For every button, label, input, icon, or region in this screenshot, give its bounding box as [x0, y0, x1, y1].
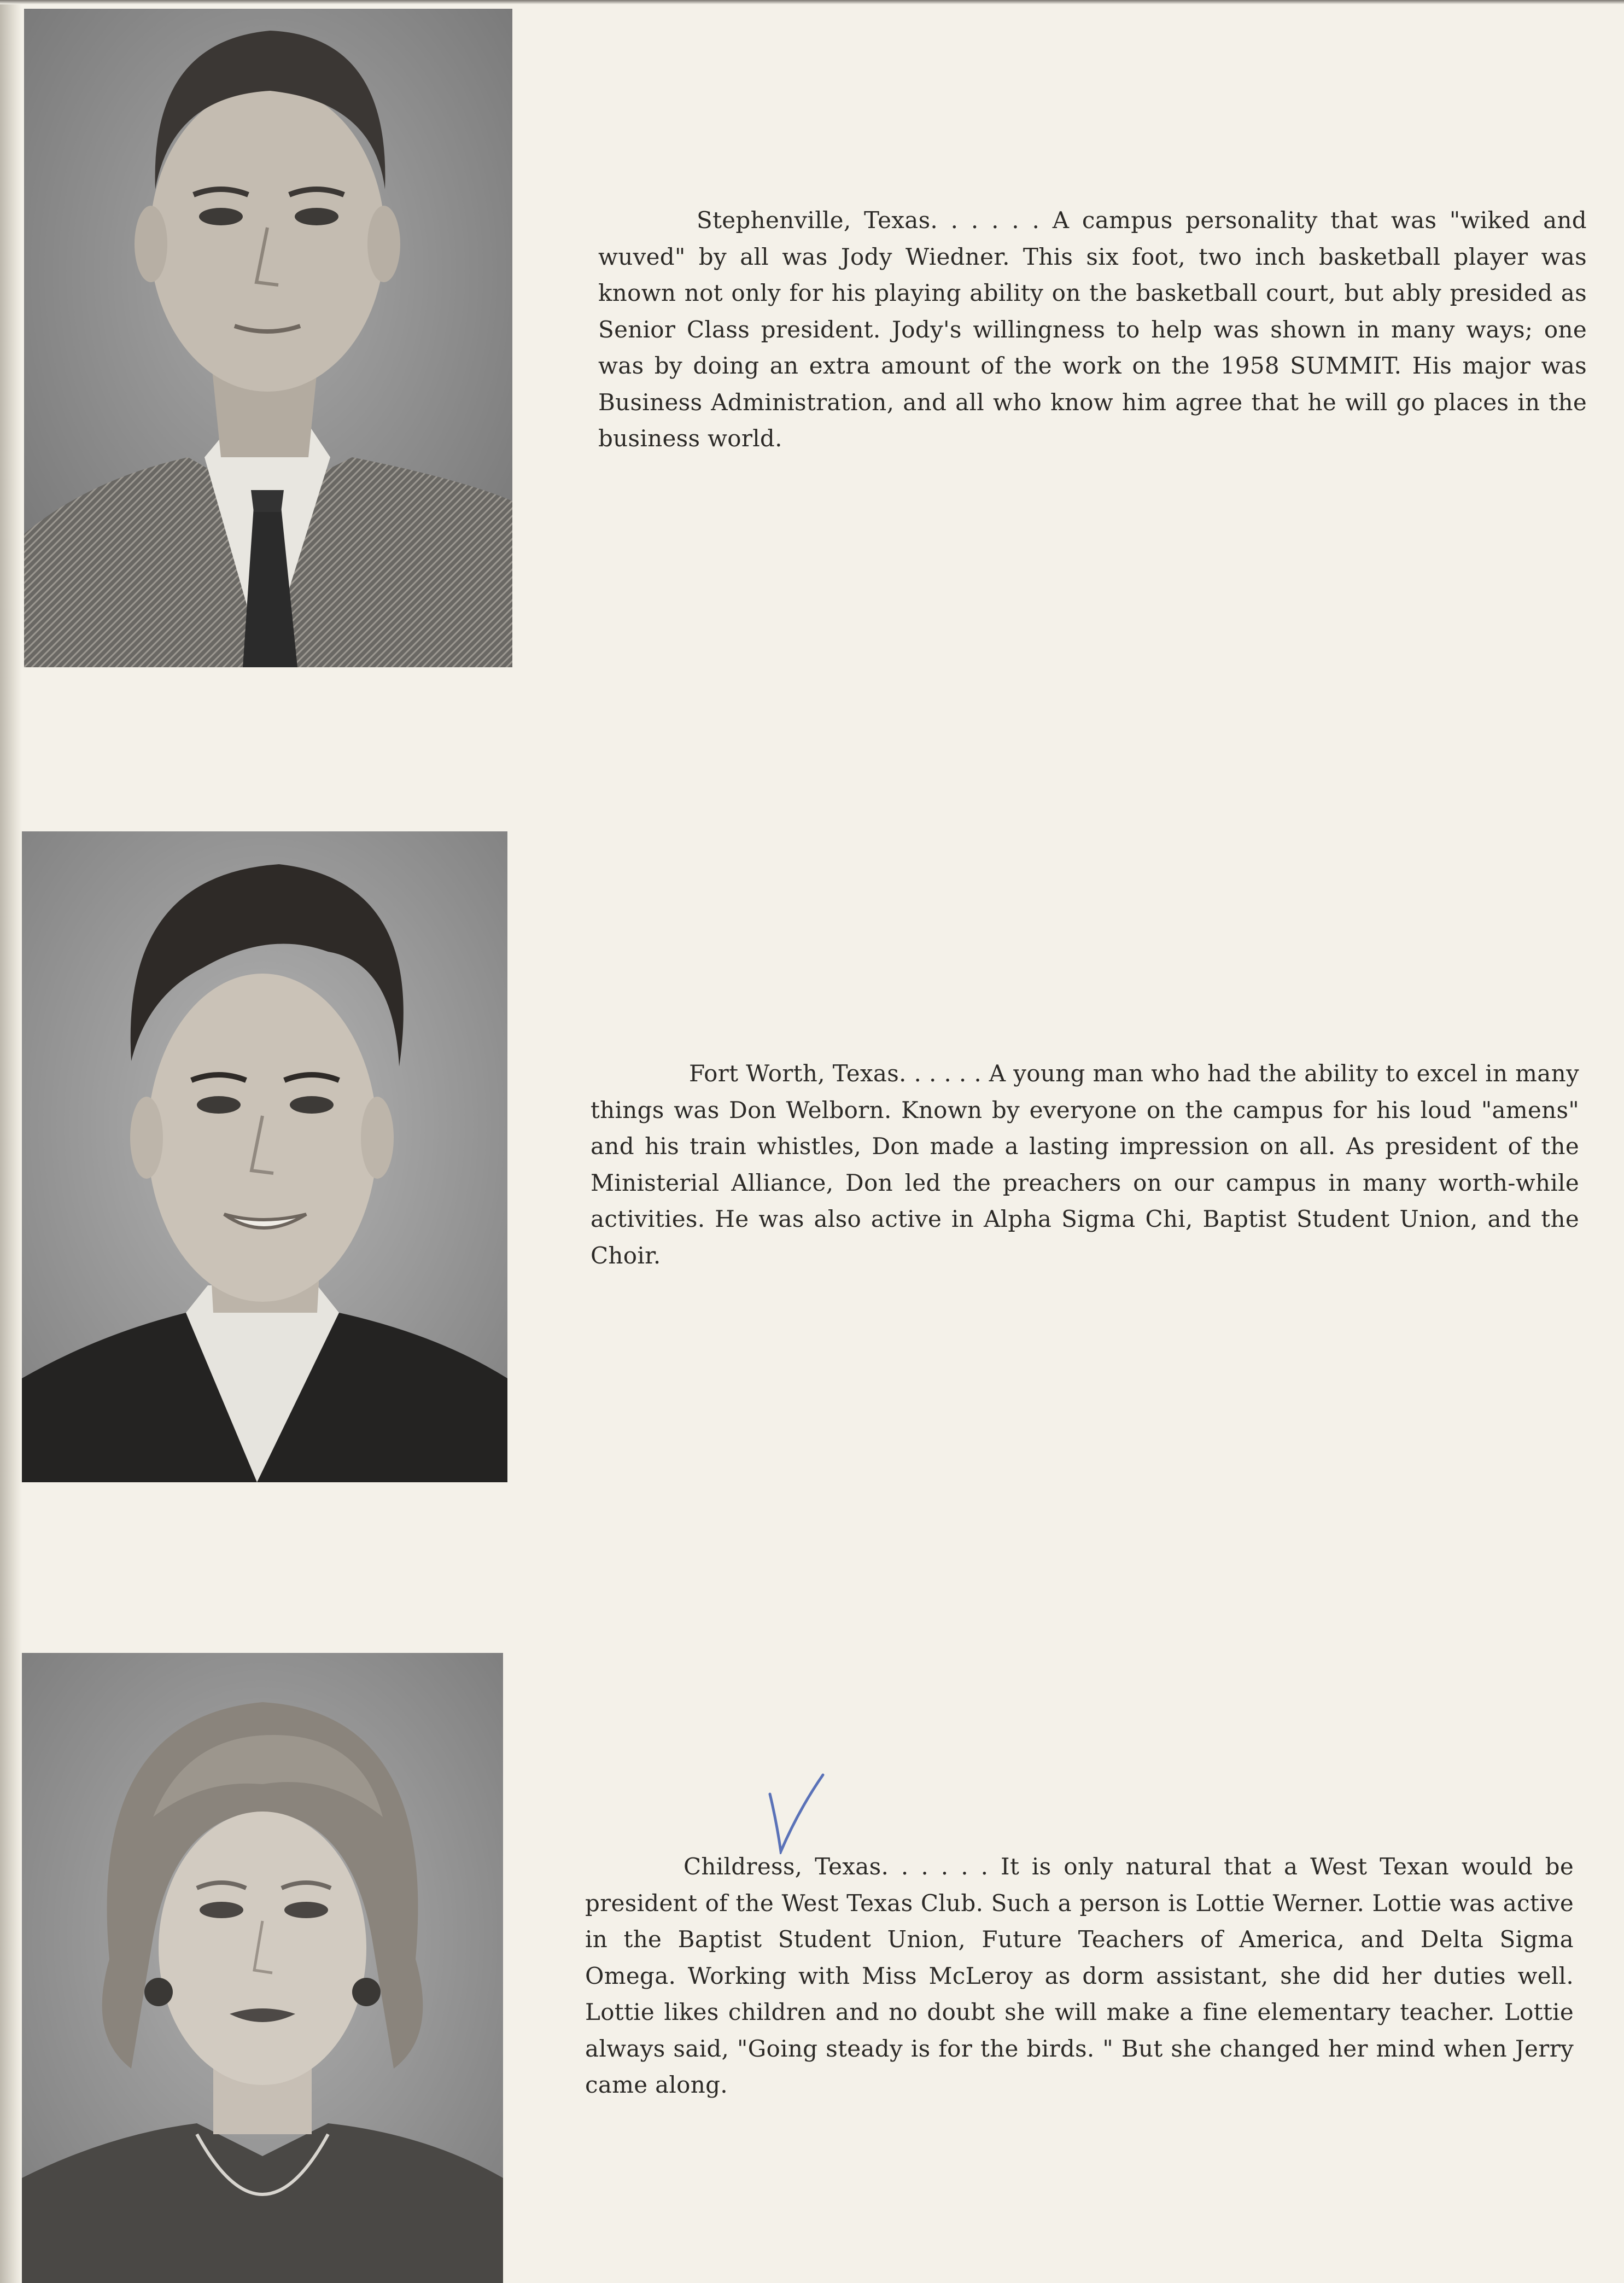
portrait-photo-2: [22, 831, 507, 1482]
portrait-photo-3: [22, 1653, 503, 2283]
pen-checkmark-icon: [766, 1772, 826, 1854]
page-top-edge: [0, 0, 1624, 4]
bio-text-2: Fort Worth, Texas. . . . . . A young man who had the ability to excel in many things was Don Welborn. Known by everyone on the campus for his loud "amens" and his train whistles, Don made a lasting impression on all. As president of the Ministerial Alliance, Don led the preachers on our campus in many worth-while activities. He was also active in Alpha Sigma Chi, Baptist Student Union, and the Choir.: [591, 1060, 1579, 1269]
portrait-woman-icon: [22, 1653, 503, 2283]
portrait-man-tweed-icon: [24, 9, 512, 667]
bio-text-1: Stephenville, Texas. . . . . . A campus personality that was "wiked and wuved" by all was Jody Wiedner. This six foot, two inch basketball player was known not only for his playing ability on the basketball court, but ably presided as Senior Class president. Jody's willingness to help was shown in many ways; one was by doing an extra amount of the work on the 1958 SUMMIT. His major was Business Administration, and all who know him agree that he will go places in the business world.: [598, 207, 1587, 452]
page-binding-edge: [0, 0, 22, 2283]
portrait-man-suit-icon: [22, 831, 507, 1482]
bio-text-3: Childress, Texas. . . . . . It is only natural that a West Texan would be president of the West Texas Club. Such a person is Lottie Werner. Lottie was active in the Baptist Student Union, Future Teachers of America, and Delta Sigma Omega. Working with Miss McLeroy as dorm assistant, she did her duties well. Lottie likes children and no doubt she will make a fine elementary teacher. Lottie always said, "Going steady is for the birds. " But she changed her mind when Jerry came along.: [585, 1853, 1574, 2098]
portrait-photo-1: [24, 9, 512, 667]
